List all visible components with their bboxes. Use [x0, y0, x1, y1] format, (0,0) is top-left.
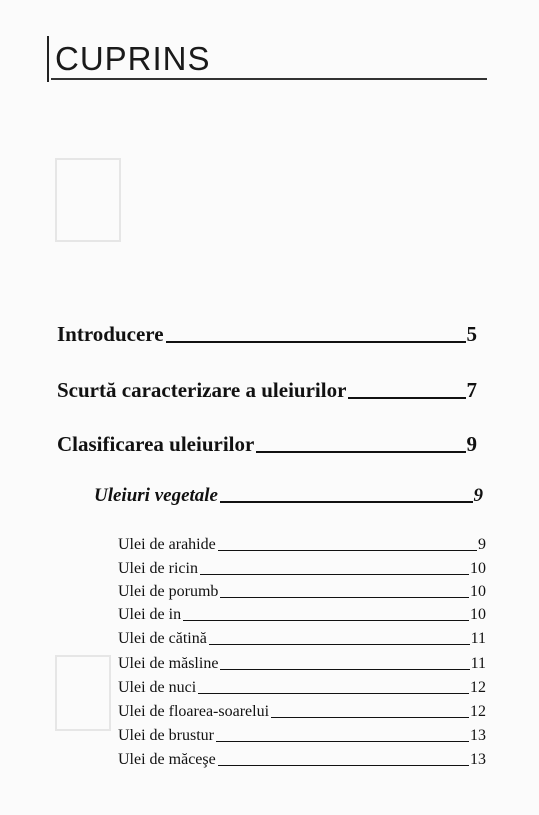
toc-item — [118, 536, 486, 554]
toc-leader — [200, 574, 469, 575]
toc-item — [118, 583, 486, 601]
toc-leader — [348, 397, 465, 399]
toc-item — [118, 727, 486, 745]
toc-item-title: Ulei de arahide — [118, 536, 216, 553]
toc-section-title: Introducere — [57, 322, 164, 346]
toc-leader — [218, 765, 469, 766]
toc-leader — [198, 693, 469, 694]
toc-page-number: 12 — [470, 703, 486, 720]
toc-item-title: Ulei de cătină — [118, 630, 207, 647]
toc-leader — [218, 550, 477, 551]
toc-page-number: 11 — [470, 630, 486, 647]
toc-item-title: Ulei de măceşe — [118, 751, 216, 768]
toc-section-title: Clasificarea uleiurilor — [57, 432, 255, 456]
toc-page-number: 5 — [466, 322, 477, 346]
toc-leader — [271, 717, 469, 718]
toc-leader — [220, 501, 473, 503]
header-vertical-bar — [47, 36, 49, 82]
toc-item-title: Ulei de ricin — [118, 560, 198, 577]
page-header — [47, 36, 487, 82]
toc-leader — [256, 451, 465, 453]
toc-page-number: 10 — [470, 583, 486, 600]
toc-leader — [209, 644, 470, 645]
toc-leader — [216, 741, 469, 742]
toc-item — [118, 751, 486, 769]
toc-page-number: 9 — [478, 536, 486, 553]
toc-page-number: 13 — [470, 751, 486, 768]
toc-item — [118, 679, 486, 697]
toc-subsection-title: Uleiuri vegetale — [94, 485, 218, 506]
toc-leader — [220, 597, 469, 598]
toc-item — [118, 630, 486, 648]
toc-page-number: 11 — [470, 655, 486, 672]
toc-item — [118, 560, 486, 578]
toc-page-number: 7 — [466, 378, 477, 402]
toc-section — [57, 432, 477, 457]
toc-page-number: 10 — [470, 606, 486, 623]
bleed-through-box-top — [55, 158, 121, 242]
header-rule — [51, 78, 487, 80]
toc-section-title: Scurtă caracterizare a uleiurilor — [57, 378, 347, 402]
toc-section — [57, 322, 477, 347]
toc-page-number: 13 — [470, 727, 486, 744]
toc-page-number: 12 — [470, 679, 486, 696]
toc-leader — [220, 669, 469, 670]
toc-item-title: Ulei de brustur — [118, 727, 214, 744]
toc-page-number: 9 — [466, 432, 477, 456]
toc-page-number: 10 — [470, 560, 486, 577]
toc-item-title: Ulei de măsline — [118, 655, 219, 672]
toc-item — [118, 606, 486, 624]
page-title: CUPRINS — [55, 40, 211, 77]
toc-item — [118, 655, 486, 673]
toc-section — [57, 378, 477, 403]
toc-item — [118, 703, 486, 721]
toc-item-title: Ulei de in — [118, 606, 182, 623]
toc-item-title: Ulei de nuci — [118, 679, 197, 696]
toc-leader — [183, 620, 469, 621]
toc-item-title: Ulei de floarea-soarelui — [118, 703, 270, 720]
toc-subsection — [94, 485, 483, 507]
bleed-through-box-bottom — [55, 655, 111, 731]
toc-item-title: Ulei de porumb — [118, 583, 219, 600]
toc-page-number: 9 — [473, 485, 483, 506]
toc-leader — [166, 341, 466, 343]
